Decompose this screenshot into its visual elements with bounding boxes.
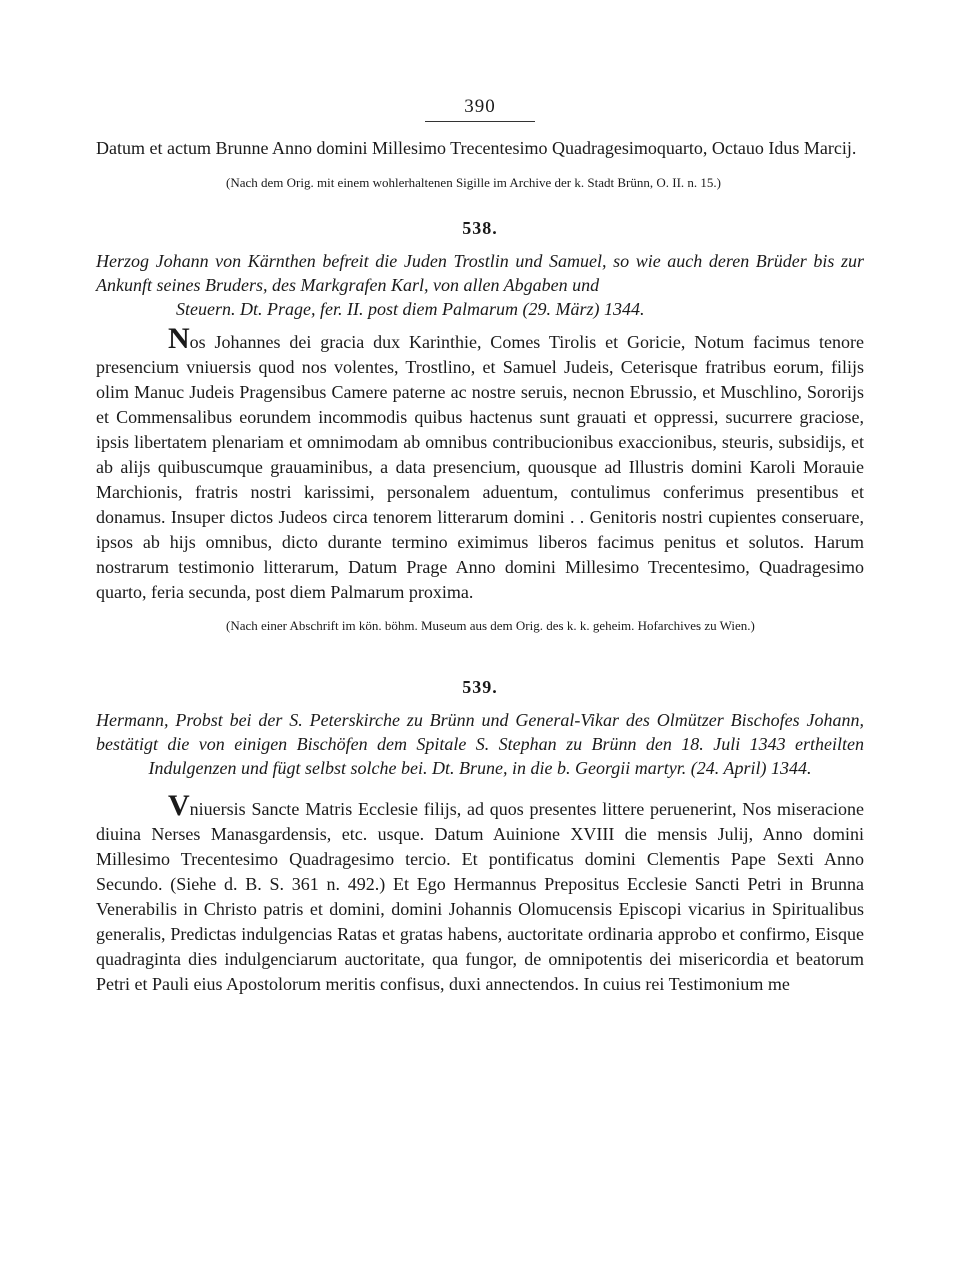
regest-538-line1: Herzog Johann von Kärnthen befreit die Juden Trostlin und Samuel, so wie auch deren Brüder bis zur Ankunft seines Bruders, des Markgrafen Karl, von allen Abgaben und xyxy=(96,251,864,295)
page-number: 390 xyxy=(464,96,496,117)
regest-538-line2: Steuern. Dt. Prage, fer. II. post diem Palmarum (29. März) 1344. xyxy=(176,299,645,319)
charter-text-538 xyxy=(96,322,864,605)
source-note-538: (Nach einer Abschrift im kön. böhm. Museum aus dem Orig. des k. k. geheim. Hofarchives zu Wien.) xyxy=(226,618,755,633)
opening-paragraph: Datum et actum Brunne Anno domini Millesimo Trecentesimo Quadragesimoquarto, Octauo Idus Marcij. xyxy=(96,138,857,158)
regest-539: Hermann, Probst bei der S. Peterskirche zu Brünn und General-Vikar des Olmützer Bischofes Johann, bestätigt die von einigen Bischöfen dem Spitale S. Stephan zu Brünn den 18. Juli 1343 ertheilten Indulgenzen und fügt selbst solche bei. Dt. Brune, in die b. Georgii martyr. (24. April) 1344. xyxy=(96,710,864,778)
charter-text-539 xyxy=(96,789,864,997)
page-number-rule xyxy=(425,121,535,122)
document-number-538: 538. xyxy=(462,218,498,238)
document-page xyxy=(96,96,864,997)
document-number-539: 539. xyxy=(462,677,498,697)
charter-text-538-body: os Johannes dei gracia dux Karinthie, Comes Tirolis et Goricie, Notum facimus tenore presencium vniuersis quod nos volentes, Trostlino, et Samuel Judeis, Ceterisque fratribus eorum, filijs olim Manuc Judeis Pragensibus Camere paterne ac nostre seruis, necnon Ebrussio, et Muschlino, Sororijs et Commensalibus eorundem incommodis quibus hactenus sunt grauati et oppressi, sucurrere graciose, ipsis libertatem plenariam et omnimodam ab omnibus contribucionibus exaccionibus, steuris, subsidijs, et ab alijs quibuscumque grauaminibus, a data presencium, quousque ad Illustris domini Karoli Morauie Marchionis, fratris nostri karissimi, personalem aduentum, contulimus conferimus presentibus et donamus. Insuper dictos Judeos circa tenorem litterarum domini . . Genitoris nostri cupientes conseruare, ipsos ab hijs omnibus, dicto durante termino eximimus liberos facimus penitus et solutos. Harum nostrarum testimonio litterarum, Datum Prage Anno domini Millesimo Trecentesimo, Quadragesimo quarto, feria secunda, post diem Palmarum proxima. xyxy=(96,332,864,602)
opening-source-note: (Nach dem Orig. mit einem wohlerhaltenen Sigille im Archive der k. Stadt Brünn, O. II. n. 15.) xyxy=(226,175,721,190)
charter-text-539-body: niuersis Sancte Matris Ecclesie filijs, ad quos presentes littere peruenerint, Nos miseracione diuina Nerses Manasgardensis, etc. usque. Datum Auinione XVIII die mensis Julij, Anno domini Millesimo Trecentesimo Quadragesimo tercio. Et pontificatus domini Clementis Pape Sexti Anno Secundo. (Siehe d. B. S. 361 n. 492.) Et Ego Hermannus Prepositus Ecclesie Sancti Petri in Brunna Venerabilis in Christo patris et domini, domini Johannis Olomucensis Episcopi vicarius in Spiritualibus generalis, Predictas indulgencias Ratas et gratas habens, auctoritate ordinaria approbo et confirmo, Eisque quadraginta dies indulgenciarum auctoritate, qua fungor, de omnipotentis dei misericordia et beatorum Petri et Pauli eius Apostolorum meritis confisus, duxi annectendos. In cuius rei Testimonium me xyxy=(96,799,864,994)
initial-letter-538: N xyxy=(168,322,190,355)
regest-538 xyxy=(96,249,864,321)
initial-letter-539: V xyxy=(168,789,190,822)
